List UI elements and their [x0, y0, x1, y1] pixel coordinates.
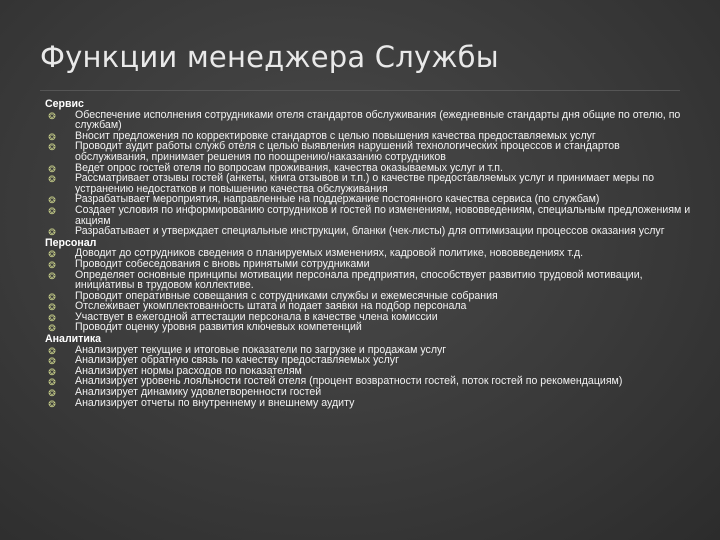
- list-item-text: Проводит оперативные совещания с сотрудниками службы и ежемесячные собрания: [75, 289, 498, 302]
- section-heading: Сервис: [45, 98, 84, 110]
- slide-title: Функции менеджера Службы: [40, 40, 499, 74]
- list-item-text: Проводит аудит работы служб отеля с целью выявления нарушений технологических процессов и стандартов обслуживания, принимает решения по поощрению/наказанию сотрудников: [75, 140, 620, 163]
- list-item-text: Анализирует текущие и итоговые показатели по загрузке и продажам услуг: [75, 343, 447, 356]
- list-item: [45, 141, 695, 162]
- list-item-text: Анализирует нормы расходов по показателям: [75, 364, 302, 377]
- bullet-icon: ❂: [48, 398, 56, 409]
- bullet-icon: ❂: [48, 270, 56, 281]
- bullet-icon: ❂: [48, 377, 56, 388]
- slide-content: [45, 98, 695, 408]
- list-item-text: Проводит оценку уровня развития ключевых компетенций: [75, 321, 362, 334]
- list-item-text: Рассматривает отзывы гостей (анкеты, книга отзывов и т.п.) о качестве предоставляемых услуг и принимает меры по устранению недостатков и повышению качества обслуживания: [75, 172, 654, 195]
- bullet-icon: ❂: [48, 291, 56, 302]
- bullet-icon: ❂: [48, 323, 56, 334]
- bullet-icon: ❂: [48, 388, 56, 399]
- bullet-icon: ❂: [48, 249, 56, 260]
- bullet-icon: ❂: [48, 302, 56, 313]
- bullet-icon: ❂: [48, 110, 56, 121]
- bullet-icon: ❂: [48, 312, 56, 323]
- section-heading: Аналитика: [45, 333, 102, 346]
- bullet-icon: ❂: [48, 174, 56, 185]
- list-item-text: Ведет опрос гостей отеля по вопросам проживания, качества оказываемых услуг и т.п.: [75, 161, 503, 174]
- list-item: [45, 226, 695, 237]
- bullet-icon: ❂: [48, 142, 56, 153]
- list-item-text: Создает условия по информированию сотрудников и гостей по изменениям, нововведениям, специальным предложениям и акциям: [75, 203, 691, 227]
- list-item: [45, 398, 695, 409]
- bullet-icon: ❂: [48, 366, 56, 377]
- list-item: [45, 110, 695, 131]
- bullet-icon: ❂: [48, 259, 56, 270]
- list-item-text: Вносит предложения по корректировке стандартов с целью повышения качества предоставляемых услуг: [75, 129, 596, 142]
- list-item-text: Разрабатывает и утверждает специальные инструкции, бланки (чек-листы) для оптимизации процессов оказания услуг: [75, 225, 665, 238]
- list-item: [45, 205, 695, 226]
- section-heading: Персонал: [45, 236, 97, 249]
- list-item: [45, 270, 695, 291]
- bullet-icon: ❂: [48, 227, 56, 238]
- bullet-icon: ❂: [48, 345, 56, 356]
- list-item-text: Участвует в ежегодной аттестации персонала в качестве члена комиссии: [75, 310, 438, 323]
- list-item-text: Определяет основные принципы мотивации персонала предприятия, способствует развитию трудовой мотивации, инициативы в трудовом коллективе.: [75, 268, 643, 292]
- list-item-text: Анализирует отчеты по внутреннему и внешнему аудиту: [75, 396, 355, 409]
- list-item-text: Доводит до сотрудников сведения о планируемых изменениях, кадровой политике, нововведениях т.д.: [75, 247, 584, 260]
- list-item-text: Разрабатывает мероприятия, направленные на поддержание постоянного качества сервиса (по службам): [75, 193, 600, 206]
- list-item-text: Анализирует динамику удовлетворенности гостей: [75, 386, 322, 399]
- bullet-icon: ❂: [48, 131, 56, 142]
- bullet-icon: ❂: [48, 195, 56, 206]
- list-item: [45, 322, 695, 333]
- list-item-text: Анализирует обратную связь по качеству предоставляемых услуг: [75, 354, 399, 367]
- bullet-icon: ❂: [48, 356, 56, 367]
- list-item-text: Отслеживает укомплектованность штата и подает заявки на подбор персонала: [75, 300, 467, 313]
- list-item: [45, 173, 695, 194]
- bullet-icon: ❂: [48, 205, 56, 216]
- list-item-text: Проводит собеседования с вновь принятыми сотрудниками: [75, 257, 370, 270]
- list-item-text: Анализирует уровень лояльности гостей отеля (процент возвратности гостей, поток гостей по рекомендациям): [75, 375, 623, 388]
- title-divider: [40, 90, 680, 91]
- list-item-text: Обеспечение исполнения сотрудниками отеля стандартов обслуживания (ежедневные стандарты дня общие по отелю, по службам): [75, 108, 681, 132]
- bullet-icon: ❂: [48, 163, 56, 174]
